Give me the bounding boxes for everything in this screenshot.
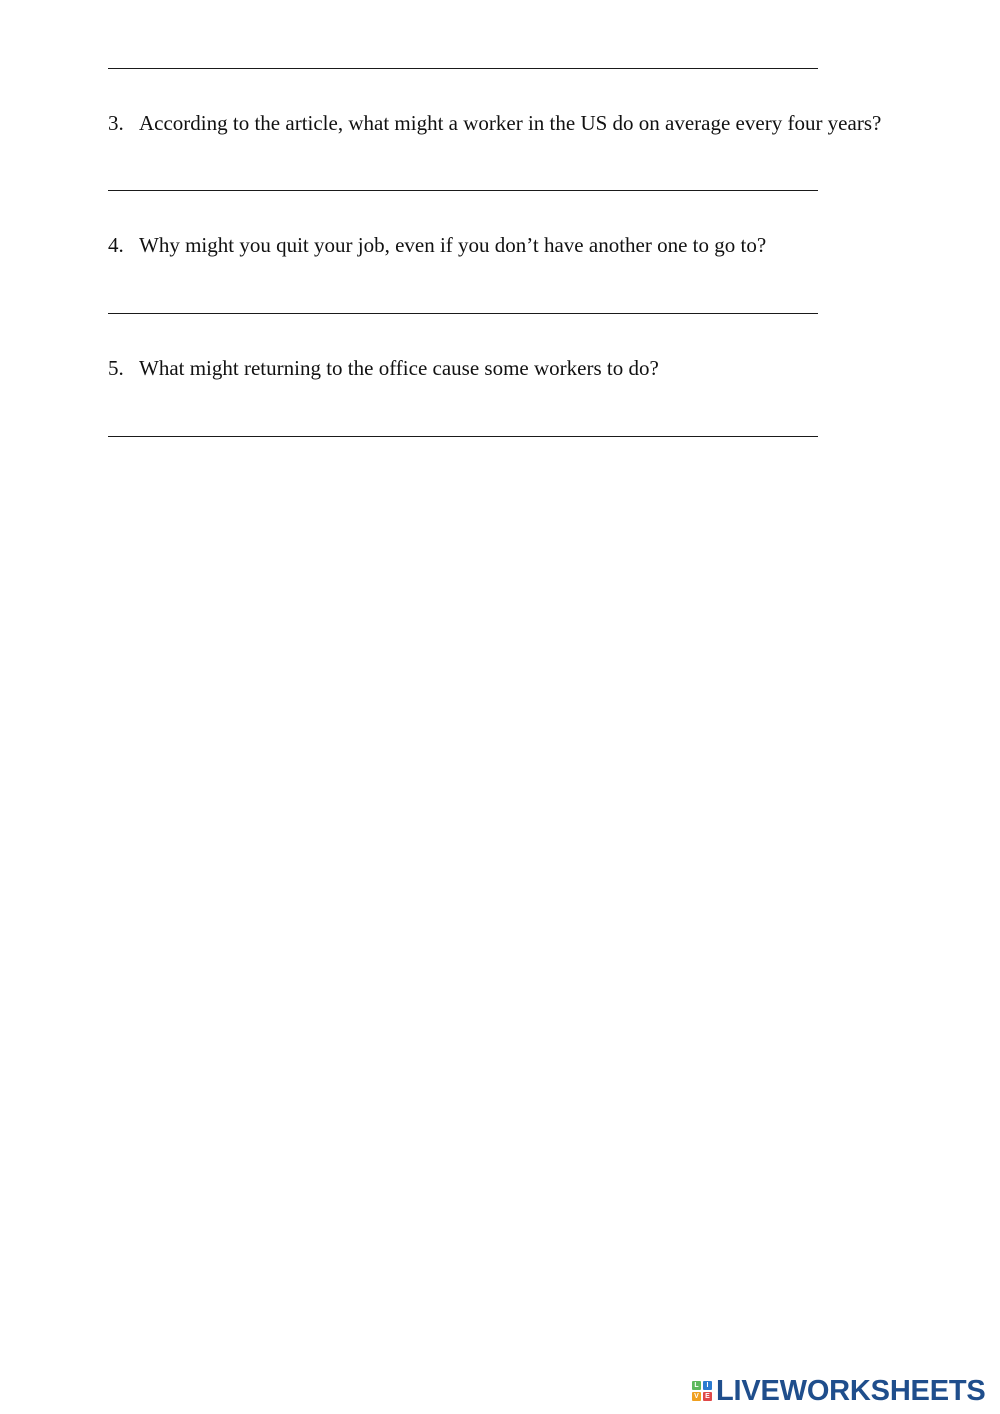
question-3 [108,110,881,136]
answer-line-3[interactable] [108,190,818,191]
logo-mark-letter: I [703,1381,712,1390]
question-text: Why might you quit your job, even if you don’t have another one to go to? [139,233,767,257]
question-number: 3. [108,111,124,135]
logo-mark-letter: L [692,1381,701,1390]
question-text: What might returning to the office cause some workers to do? [139,356,659,380]
liveworksheets-logo [692,1376,986,1406]
question-text: According to the article, what might a worker in the US do on average every four years? [139,111,882,135]
logo-mark-icon [692,1381,712,1401]
answer-line-2 [108,68,818,69]
logo-mark-letter: V [692,1392,701,1401]
answer-line-5[interactable] [108,436,818,437]
question-number: 4. [108,233,124,257]
answer-line-4[interactable] [108,313,818,314]
logo-mark-letter: E [703,1392,712,1401]
question-5 [108,355,659,381]
logo-text: LIVEWORKSHEETS [716,1375,986,1407]
question-number: 5. [108,356,124,380]
question-4 [108,232,766,258]
